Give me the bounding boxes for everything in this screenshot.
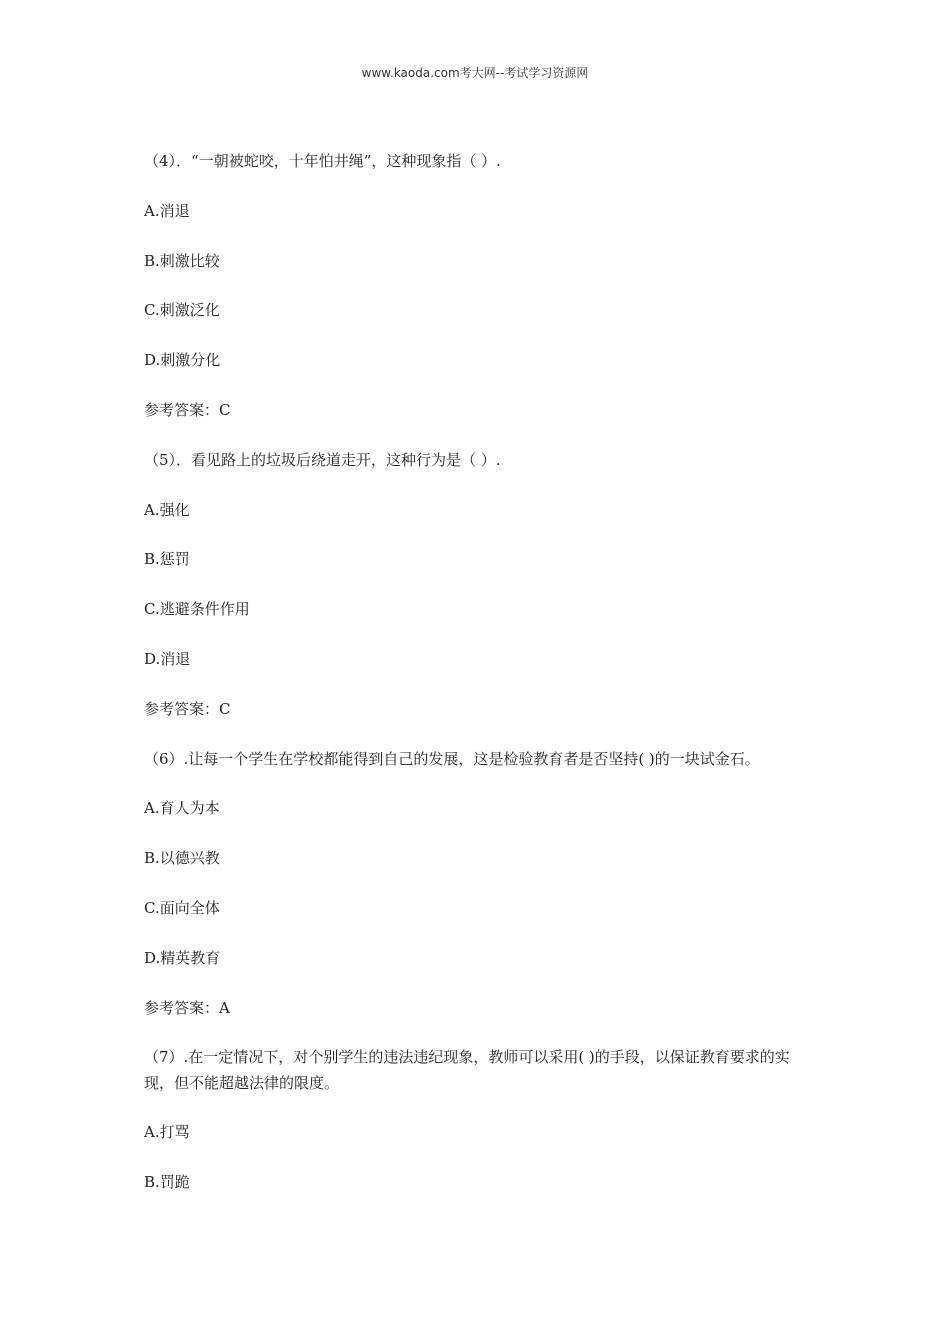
question-5-answer: 参考答案：C [144,700,231,718]
question-6-stem: （6）.让每一个学生在学校都能得到自己的发展，这是检验教育者是否坚持( )的一块试金石。 [144,750,760,768]
question-5-option-c: C.逃避条件作用 [144,600,250,618]
question-5-stem: （5）．看见路上的垃圾后绕道走开，这种行为是（ ）. [144,451,501,469]
question-6-option-a: A.育人为本 [144,799,220,817]
page-header: www.kaoda.com考大网--考试学习资源网 [361,66,589,80]
question-4-option-a: A.消退 [144,202,190,220]
question-7-option-b: B.罚跪 [144,1173,190,1191]
question-4-answer: 参考答案：C [144,401,231,419]
question-7-stem: （7）.在一定情况下，对个别学生的违法违纪现象，教师可以采用( )的手段，以保证教育要求的实现，但不能超越法律的限度。 [144,1048,790,1092]
question-6-option-c: C.面向全体 [144,899,220,917]
question-6-answer: 参考答案：A [144,999,230,1017]
question-5-option-a: A.强化 [144,501,190,519]
question-6-option-b: B.以德兴教 [144,849,220,867]
question-5-option-d: D.消退 [144,650,191,668]
question-4-stem: （4）．“一朝被蛇咬，十年怕井绳”，这种现象指（ ）. [144,152,501,170]
question-4-option-c: C.刺激泛化 [144,301,220,319]
question-7-option-a: A.打骂 [144,1123,190,1141]
question-4-option-b: B.刺激比较 [144,252,220,270]
question-5-option-b: B.惩罚 [144,550,190,568]
question-4-option-d: D.刺激分化 [144,351,221,369]
question-6-option-d: D.精英教育 [144,949,221,967]
